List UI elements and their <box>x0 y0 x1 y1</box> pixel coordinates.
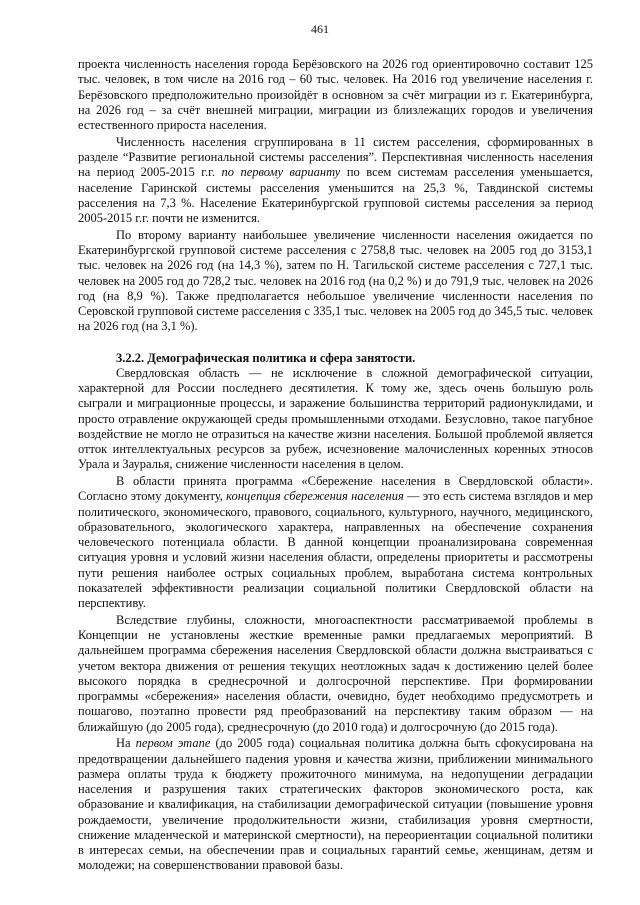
section-heading: 3.2.2. Демографическая политика и сфера занятости. <box>116 350 416 365</box>
paragraph-second-variant: По второму варианту наибольшее увеличение численности населения ожидается по Екатеринбургской групповой системе расселения с 2758,8 тыс. человек на 2005 год до 3153,1 тыс. человек на 2026 год (на 14,3 %), затем по Н. Тагильской системе расселения с 727,1 тыс. человек на 2005 год до 728,2 тыс. человек на 2016 год (на 0,2 %) и до 791,9 тыс. человек на 2026 год (на 8,9 %). Также предполагается небольшое увеличение численности населения по Серовской групповой системе расселения с 335,1 тыс. человек на 2005 год до 345,5 тыс. человек на 2026 год (на 3,1 %). <box>78 227 593 334</box>
emphasis-text: первом этапе <box>135 736 211 751</box>
paragraph-population-berezovsky: проекта численность населения города Берёзовского на 2026 год ориентировочно составит 125 тыс. человек, в том числе на 2016 год – 60 тыс. человек. На 2016 год увеличение населения г. Берёзовского предположительно произойдёт в основном за счёт миграции из г. Екатеринбурга, на 2026 год – за счёт внешней миграции, миграции из близлежащих городов и увеличения естественного прироста населения. <box>78 57 593 132</box>
paragraph-program-conservation <box>78 474 593 611</box>
paragraph-text: — это есть система взглядов и мер политического, экономического, правового, социального, культурного, научного, медицинского, образовательного, экологического характера, направленных на обеспечение сохранения человеческого потенциала области. В данной концепции проанализирована современная ситуация уровня и условий жизни населения области, определены приоритеты и рассмотрены пути решения наиболее острых социальных проблем, выработана система контрольных показателей эффективности реализации социальной политики Свердловской области на перспективу. <box>78 489 593 610</box>
paragraph-settlement-systems <box>78 135 593 227</box>
paragraph-first-stage <box>78 736 593 873</box>
paragraph-text: по всем системам расселения уменьшается, население Гаринской системы расселения уменьшится на 25,3 %, Тавдинской системы расселения на 7,3 %. Население Екатеринбургской групповой системы расселения за период 2005-2015 г.г. почти не изменится. <box>78 165 593 225</box>
paragraph-text: В области принята программа «Сбережение населения в Свердловской области». Согласно этому документу, <box>78 474 593 504</box>
emphasis-text: концепция сбережения населения <box>226 489 404 504</box>
body-text <box>78 57 593 875</box>
paragraph-text: На <box>116 736 136 751</box>
paragraph-concept-timeframes: Вследствие глубины, сложности, многоаспектности рассматриваемой проблемы в Концепции не установлены жесткие временные рамки предлагаемых мероприятий. В дальнейшем программа сбережения населения Свердловской области должна выстраиваться с учетом вектора движения от решения текущих неотложных задач к достижению целей более высокого порядка в среднесрочной и долгосрочной перспективе. При формировании программы «сбережения» населения области, очевидно, будет необходимо предусмотреть и пошагово, поэтапно провести ряд преобразований на перспективу таким образом — на ближайшую (до 2005 года), среднесрочную (до 2010 года) и долгосрочную (до 2015 года). <box>78 612 593 734</box>
paragraph-demographic-situation: Свердловская область — не исключение в сложной демографической ситуации, характерной для России последнего десятилетия. К тому же, здесь очень большую роль сыграли и миграционные процессы, и заражение большинства территорий радионуклидами, и просто отравление окружающей среды промышленными отходами. Безусловно, такое пагубное воздействие не могло не отразиться на качестве жизни населения. Большой проблемой является отток интеллектуальных ресурсов за рубеж, исчезновение малочисленных коренных этносов Урала и Зауралья, снижение численности населения в целом. <box>78 365 593 472</box>
page-number: 461 <box>311 22 329 36</box>
paragraph-text: (до 2005 года) социальная политика должна быть сфокусирована на предотвращении дальнейшего падения уровня и качества жизни, приближении минимального размера оплаты труда к бюджету прожиточного минимума, на недопущении деградации населения и разрушения таких стратегических факторов экономического роста, как образование и квалификация, на стабилизации демографической ситуации (повышение уровня рождаемости, увеличение продолжительности жизни, стабилизация уровня смертности, снижение младенческой и материнской смертности), на переориентации социальной политики в интересах семьи, на обеспечении прав и социальных гарантий семье, женщинам, детям и молодежи; на совершенствовании правовой базы. <box>78 736 593 873</box>
emphasis-text: по первому варианту <box>221 165 341 180</box>
paragraph-text: Численность населения сгруппирована в 11 систем расселения, сформированных в разделе “Развитие региональной системы расселения”. Перспективная численность населения на период 2005-2015 г.г. <box>78 134 593 180</box>
